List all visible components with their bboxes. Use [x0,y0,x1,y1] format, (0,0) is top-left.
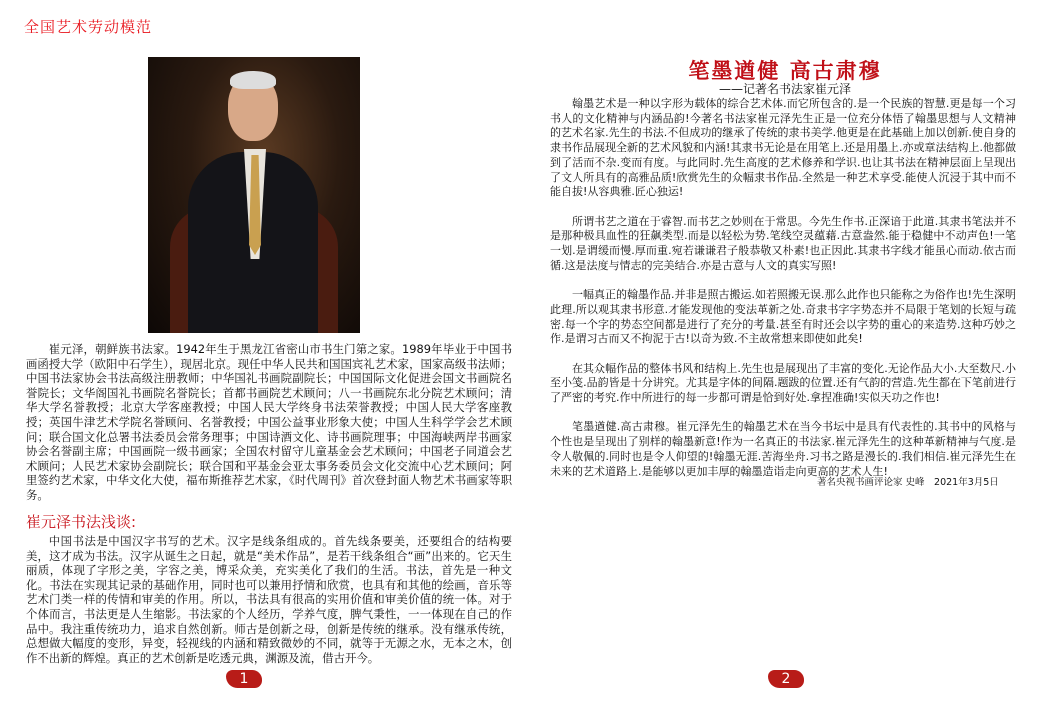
header-brand: 全国艺术劳动模范 [24,18,153,36]
artist-bio [26,342,512,503]
page-number-1: 1 [226,670,262,688]
article-paragraph: 一幅真正的翰墨作品.并非是照古搬运.如若照搬无误.那么此作也只能称之为俗作也!先生深明此理.所以观其隶书形意.才能发现他的变法革新之处.奇隶书字字势态并不局限于笔划的长短与疏密.每一个字的势态空间都是进行了充分的考量.甚至有时还会以字势的重心的来造势.这种巧妙之作.是谓习古而又不拘泥于古!以奇为致.不主故常想来即使如此矣! [550,288,1016,346]
article-paragraph: 笔墨遒健.高古肃穆。崔元泽先生的翰墨艺术在当今书坛中是具有代表性的.其书中的风格与个性也是呈现出了别样的翰墨新意!作为一名真正的书法家.崔元泽先生的这种革新精神与气度.是令人敬佩的.同时也是令人仰望的!翰墨无涯.苦海坐舟.习书之路是漫长的.我们相信.崔元泽先生在未来的艺术道路上.是能够以更加丰厚的翰墨造诣走向更高的艺术人生! [550,420,1016,478]
essay-heading: 崔元泽书法浅谈: [26,513,137,531]
author-signature: 著名央视书画评论家 史峰 2021年3月5日 [817,477,999,488]
article-body [550,97,1016,494]
article-paragraph: 在其众幅作品的整体书风和结构上.先生也是展现出了丰富的变化.无论作品大小.大至数尺.小至小笺.品韵皆是十分讲究。尤其是字体的间隔.题跋的位置.还有气韵的营造.先生都在下笔前进行了严密的考究.作中所进行的每一步都可谓是恰到好处.拿捏准确!实似天功之作也! [550,361,1016,405]
hair-shape [230,71,276,89]
article-paragraph: 翰墨艺术是一种以字形为载体的综合艺术体.而它所包含的.是一个民族的智慧.更是每一个习书人的文化精神与内涵品韵!今著名书法家崔元泽先生正是一位充分体悟了翰墨思想与人文精神的艺术名家.先生的书法.不但成功的继承了传统的隶书美学.他更是在此基础上加以创新.使自身的隶书作品展现全新的艺术风貌和内涵!其隶书无论是在用笔上.还是用墨上.亦或章法结构上.他都做到了活而不杂.变而有度。与此同时.先生高度的艺术修养和学识.也让其书法在精神层面上呈现出了文人所具有的高雅品质!欣赏先生的众幅隶书作品.全然是一种艺术享受.能使人沉浸于其中而不能自拔!从容典雅.匠心独运! [550,97,1016,199]
bio-paragraph: 崔元泽，朝鲜族书法家。1942年生于黑龙江省密山市书生门第之家。1989年毕业于中国书画函授大学（欧阳中石学生），现居北京。现任中华人民共和国国宾礼艺术家，国家高级书法师；中国书法家协会书法高级注册教师；中华国礼书画院副院长；中国国际文化促进会国文书画院名誉院长；文华阁国礼书画院名誉院长；首都书画院艺术顾问；八一书画院东北分院艺术顾问；清华大学名誉教授；北京大学客座教授；中国人民大学终身书法荣誉教授；中国人民大学客座教授；英国牛津艺术学院名誉顾问、名誉教授；中国公益事业形象大使；中国人生科学学会艺术顾问；联合国文化总署书法委员会常务理事；中国诗酒文化、诗书画院理事；中国海峡两岸书画家协会名誉副主席；中国画院一级书画家；全国农村留守儿童基金会艺术顾问；中国老子同道会艺术顾问；人民艺术家协会副院长；联合国和平基金会亚太事务委员会文化交流中心艺术顾问；阿里签约艺术家，中华文化大使，福布斯推荐艺术家，《时代周刊》首次登封面人物艺术书画家等职务。 [26,342,512,502]
article-subtitle: ——记著名书法家崔元泽 [718,82,851,96]
essay-paragraph: 中国书法是中国汉字书写的艺术。汉字是线条组成的。首先线条要美，还要组合的结构要美，这才成为书法。汉字从诞生之日起，就是“美术作品”，是若干线条组合“画”出来的。它天生丽质，体现了字形之美，字容之美，博采众美，充实美化了我们的生活。书法，首先是一种文化。书法在实现其记录的基础作用，同时也可以兼用抒情和欣赏，也具有和其他的绘画，音乐等艺术门类一样的传情和审美的作用。所以，书法具有很高的实用价值和审美价值的统一体。对于个体而言，书法更是人生缩影。书法家的个人经历，学养气度，脾气秉性，一一体现在自己的作品中。我注重传统功力，追求自然创新。师古是创新之母，创新是传统的继承。没有继承传统，总想做大幅度的变形，异变，轻视线的内涵和精致微妙的不同，就等于无源之水，无本之木，创作不出新的辉煌。真正的艺术创新是吃透元典，渊源及流，借古开今。 [26,534,512,665]
calligraphy-essay [26,534,512,665]
article-title: 笔墨遒健 高古肃穆 [688,58,882,83]
page-number-2: 2 [768,670,804,688]
portrait-photo [148,57,360,333]
article-paragraph: 所谓书艺之道在于睿智.而书艺之妙则在于常思。今先生作书.正深谙于此道.其隶书笔法并不是那种极具血性的狂飙类型.而是以轻松为势.笔线空灵蕴藉.古意盎然.能于稳健中不动声色!一笔一划.是谓缓而慢.厚而重.宛若谦谦君子般恭敬又朴素!也正因此.其隶书字线才能虽心而动.依古而循.这是法度与情志的完美结合.亦是古意与人文的真实写照! [550,214,1016,272]
